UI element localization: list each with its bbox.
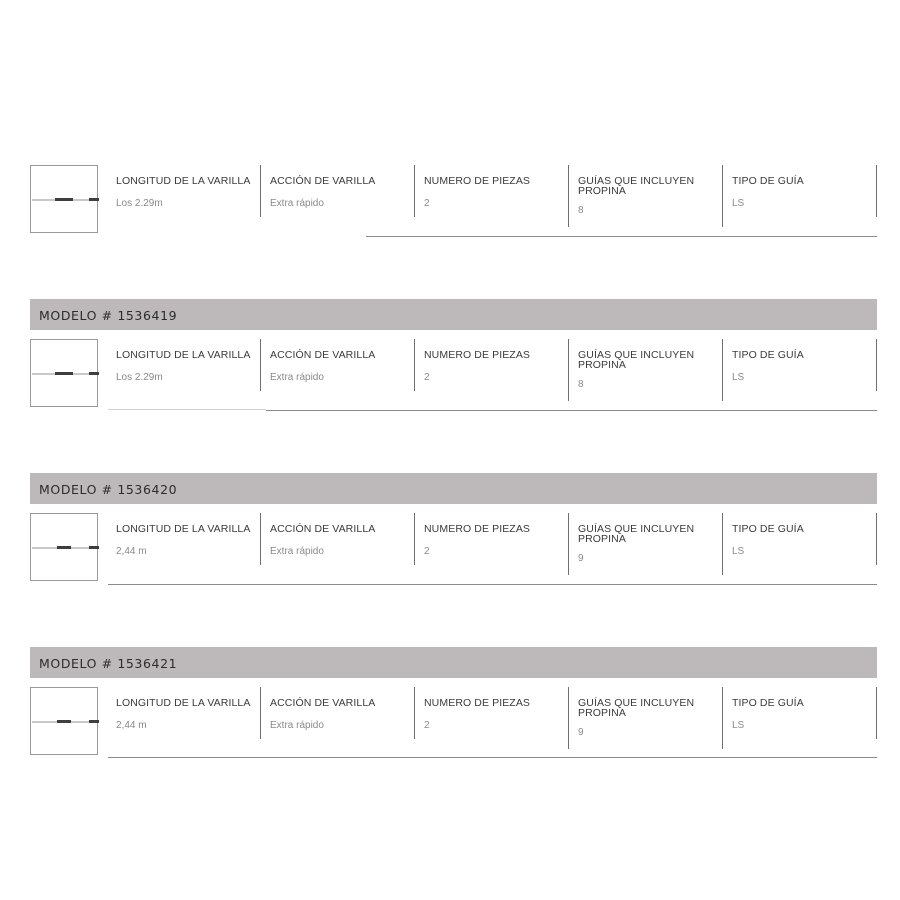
column-divider	[414, 339, 415, 391]
spec-guide-type	[724, 687, 876, 731]
spec-length	[108, 339, 260, 383]
column-divider	[568, 687, 569, 749]
spec-guides	[570, 687, 722, 738]
model-header: MODELO # 1536421	[30, 647, 877, 678]
fishing-rod-image[interactable]	[30, 687, 98, 755]
spec-pieces-value: 2	[424, 372, 430, 383]
fishing-rod-image[interactable]	[30, 339, 98, 407]
column-divider	[876, 687, 877, 739]
spec-length	[108, 513, 260, 557]
spec-guide-type-value: LS	[732, 198, 745, 209]
spec-action	[262, 165, 414, 209]
fishing-rod-image[interactable]	[30, 165, 98, 233]
spec-guide-type-label: TIPO DE GUÍA	[732, 697, 804, 709]
spec-length	[108, 165, 260, 209]
spec-guides-label: GUÍAS QUE INCLUYEN PROPINA	[578, 697, 695, 719]
spec-guides-label: GUÍAS QUE INCLUYEN PROPINA	[578, 523, 695, 545]
spec-guides-value: 9	[578, 727, 584, 738]
column-divider	[260, 339, 261, 391]
row-rule	[266, 410, 877, 411]
spec-pieces-label: NUMERO DE PIEZAS	[424, 349, 531, 361]
column-divider	[260, 165, 261, 217]
spec-guides-value: 8	[578, 205, 584, 216]
spec-guide-type	[724, 165, 876, 209]
spec-pieces	[416, 687, 568, 731]
spec-length-value: Los 2.29m	[116, 198, 163, 209]
spec-pieces-label: NUMERO DE PIEZAS	[424, 523, 531, 535]
spec-length-value: Los 2.29m	[116, 372, 163, 383]
column-divider	[260, 513, 261, 565]
spec-guide-type	[724, 513, 876, 557]
spec-action-label: ACCIÓN DE VARILLA	[270, 697, 376, 709]
spec-guides-value: 9	[578, 553, 584, 564]
spec-guide-type-label: TIPO DE GUÍA	[732, 175, 804, 187]
spec-pieces-label: NUMERO DE PIEZAS	[424, 697, 531, 709]
spec-length-label: LONGITUD DE LA VARILLA	[116, 175, 251, 187]
spec-length-value: 2,44 m	[116, 546, 147, 557]
column-divider	[876, 513, 877, 565]
model-header: MODELO # 1536420	[30, 473, 877, 504]
spec-guide-type-value: LS	[732, 372, 745, 383]
spec-action-label: ACCIÓN DE VARILLA	[270, 523, 376, 535]
column-divider	[260, 687, 261, 739]
spec-guide-type-label: TIPO DE GUÍA	[732, 523, 804, 535]
spec-guides	[570, 165, 722, 216]
column-divider	[568, 165, 569, 227]
column-divider	[722, 339, 723, 401]
column-divider	[414, 165, 415, 217]
model-header: MODELO # 1536419	[30, 299, 877, 330]
spec-action-label: ACCIÓN DE VARILLA	[270, 175, 376, 187]
spec-action-value: Extra rápido	[270, 720, 324, 731]
spec-pieces-value: 2	[424, 546, 430, 557]
spec-pieces	[416, 165, 568, 209]
row-rule	[108, 757, 877, 758]
spec-pieces	[416, 339, 568, 383]
spec-guide-type-value: LS	[732, 720, 745, 731]
spec-action	[262, 339, 414, 383]
spec-guide-type-label: TIPO DE GUÍA	[732, 349, 804, 361]
row-rule	[366, 236, 877, 237]
spec-action-label: ACCIÓN DE VARILLA	[270, 349, 376, 361]
column-divider	[876, 165, 877, 217]
spec-length-label: LONGITUD DE LA VARILLA	[116, 697, 251, 709]
spec-length-value: 2,44 m	[116, 720, 147, 731]
spec-pieces-value: 2	[424, 720, 430, 731]
spec-action	[262, 513, 414, 557]
spec-pieces-value: 2	[424, 198, 430, 209]
spec-guides	[570, 513, 722, 564]
column-divider	[414, 687, 415, 739]
column-divider	[722, 165, 723, 227]
spec-guides-label: GUÍAS QUE INCLUYEN PROPINA	[578, 349, 695, 371]
spec-action	[262, 687, 414, 731]
column-divider	[568, 513, 569, 575]
column-divider	[722, 513, 723, 575]
spec-length-label: LONGITUD DE LA VARILLA	[116, 349, 251, 361]
fishing-rod-image[interactable]	[30, 513, 98, 581]
spec-pieces	[416, 513, 568, 557]
spec-guides-value: 8	[578, 379, 584, 390]
row-rule	[108, 409, 266, 410]
spec-guide-type	[724, 339, 876, 383]
spec-guides-label: GUÍAS QUE INCLUYEN PROPINA	[578, 175, 695, 197]
column-divider	[722, 687, 723, 749]
column-divider	[568, 339, 569, 401]
spec-length	[108, 687, 260, 731]
spec-guide-type-value: LS	[732, 546, 745, 557]
spec-action-value: Extra rápido	[270, 372, 324, 383]
spec-guides	[570, 339, 722, 390]
spec-length-label: LONGITUD DE LA VARILLA	[116, 523, 251, 535]
column-divider	[876, 339, 877, 391]
spec-action-value: Extra rápido	[270, 546, 324, 557]
column-divider	[414, 513, 415, 565]
row-rule	[108, 584, 877, 585]
spec-action-value: Extra rápido	[270, 198, 324, 209]
spec-pieces-label: NUMERO DE PIEZAS	[424, 175, 531, 187]
